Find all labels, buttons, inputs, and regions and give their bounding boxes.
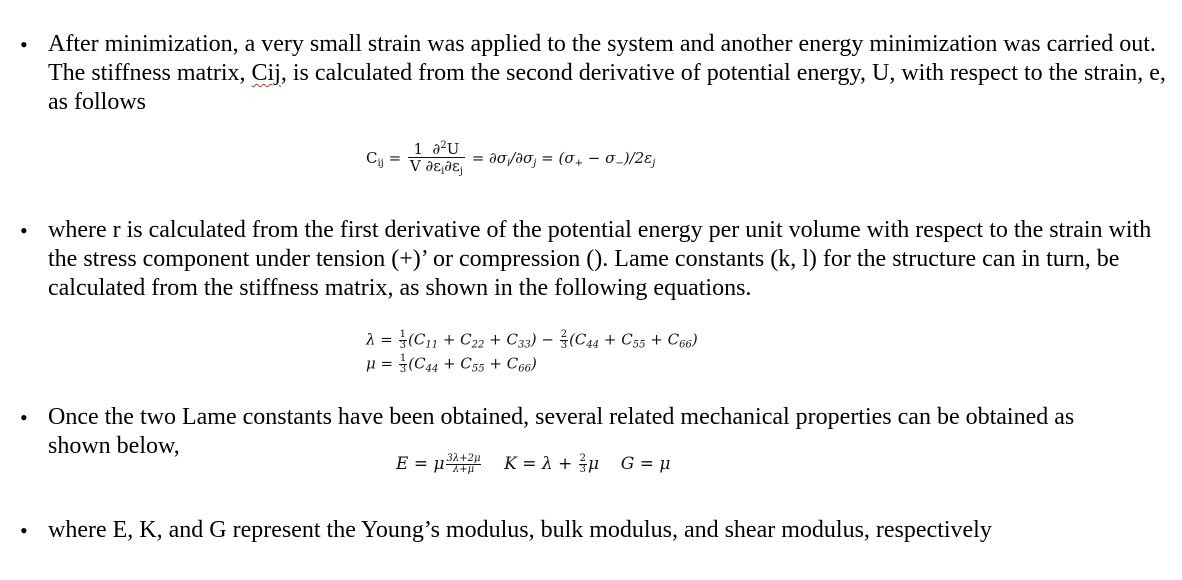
equation-bulk-modulus: K = λ + $\frac{2}{3}$ μ — [504, 453, 600, 475]
bullet-item-minimization — [20, 30, 1172, 117]
bullet-item-moduli — [20, 516, 1172, 545]
paragraph-text: , is calculated from the second derivative of potential energy, U, with respect to the strain, e, as follows — [48, 60, 1166, 115]
paragraph-lame: Once the two Lame constants have been obtained, several related mechanical properties can be obtained as shown below, — [48, 404, 1075, 459]
bullet-item-stress — [20, 216, 1172, 303]
bullet-marker: • — [20, 218, 28, 243]
equation-lambda: λ = $\frac{1}{3}$ $(C_{11} + C_{22} + C_{33})$ − $\frac{2}{3}$ $(C_{44} + C_{55} + C_{66})$ — [366, 329, 698, 351]
bullet-item-lame — [20, 403, 1172, 461]
equation-youngs-modulus: E = μ $\frac{3\lambda+2\mu}{\lambda+\mu}$ — [396, 453, 481, 475]
fraction-second-derivative — [408, 138, 465, 180]
equation-mu: μ = $\frac{1}{3}$ $(C_{44} + C_{55} + C_{66})$ — [366, 353, 537, 375]
equation-rest: = $\partial\sigma_i/\partial\sigma_j = (\sigma_+ - \sigma_-)/2\varepsilon_j$ — [471, 149, 656, 169]
bullet-marker: • — [20, 518, 28, 543]
spellcheck-word-cij: Cij — [251, 60, 281, 86]
paragraph-minimization — [48, 30, 1172, 117]
fraction-denominator: V $\partial\varepsilon_i\partial\varepsilon_j$ — [409, 157, 463, 177]
equation-shear-modulus: G = μ — [620, 454, 671, 474]
cij-symbol: $C_{ij}$ — [366, 149, 384, 169]
equation-properties — [396, 454, 670, 475]
paragraph-stress: where r is calculated from the first derivative of the potential energy per unit volume with respect to the strain with the stress component under tension (+)’ or compression (). Lame constants (k, l) for the structure can in turn, be calculated from the stiffness matrix, as shown in the following equations. — [48, 217, 1152, 301]
bullet-marker: • — [20, 405, 28, 430]
paragraph-moduli: where E, K, and G represent the Young’s modulus, bulk modulus, and shear modulus, respectively — [48, 517, 992, 543]
paragraph-text: After minimization, a very small strain was applied to the system and another energy minimization was carried out. The stiffness matrix, — [48, 31, 1156, 86]
bullet-marker: • — [20, 32, 28, 57]
equation-stiffness-matrix: $C_{ij}$ = $\frac{1 \partial^2U}{V \partial\varepsilon_i\partial\varepsilon_j}$ = $\partial\sigma_i/\partial\sigma_j = (\sigma_+ - \sigma_-)/2\varepsilon_j$ — [366, 138, 655, 180]
fraction-numerator: 1 ∂$^2$U — [408, 138, 465, 158]
